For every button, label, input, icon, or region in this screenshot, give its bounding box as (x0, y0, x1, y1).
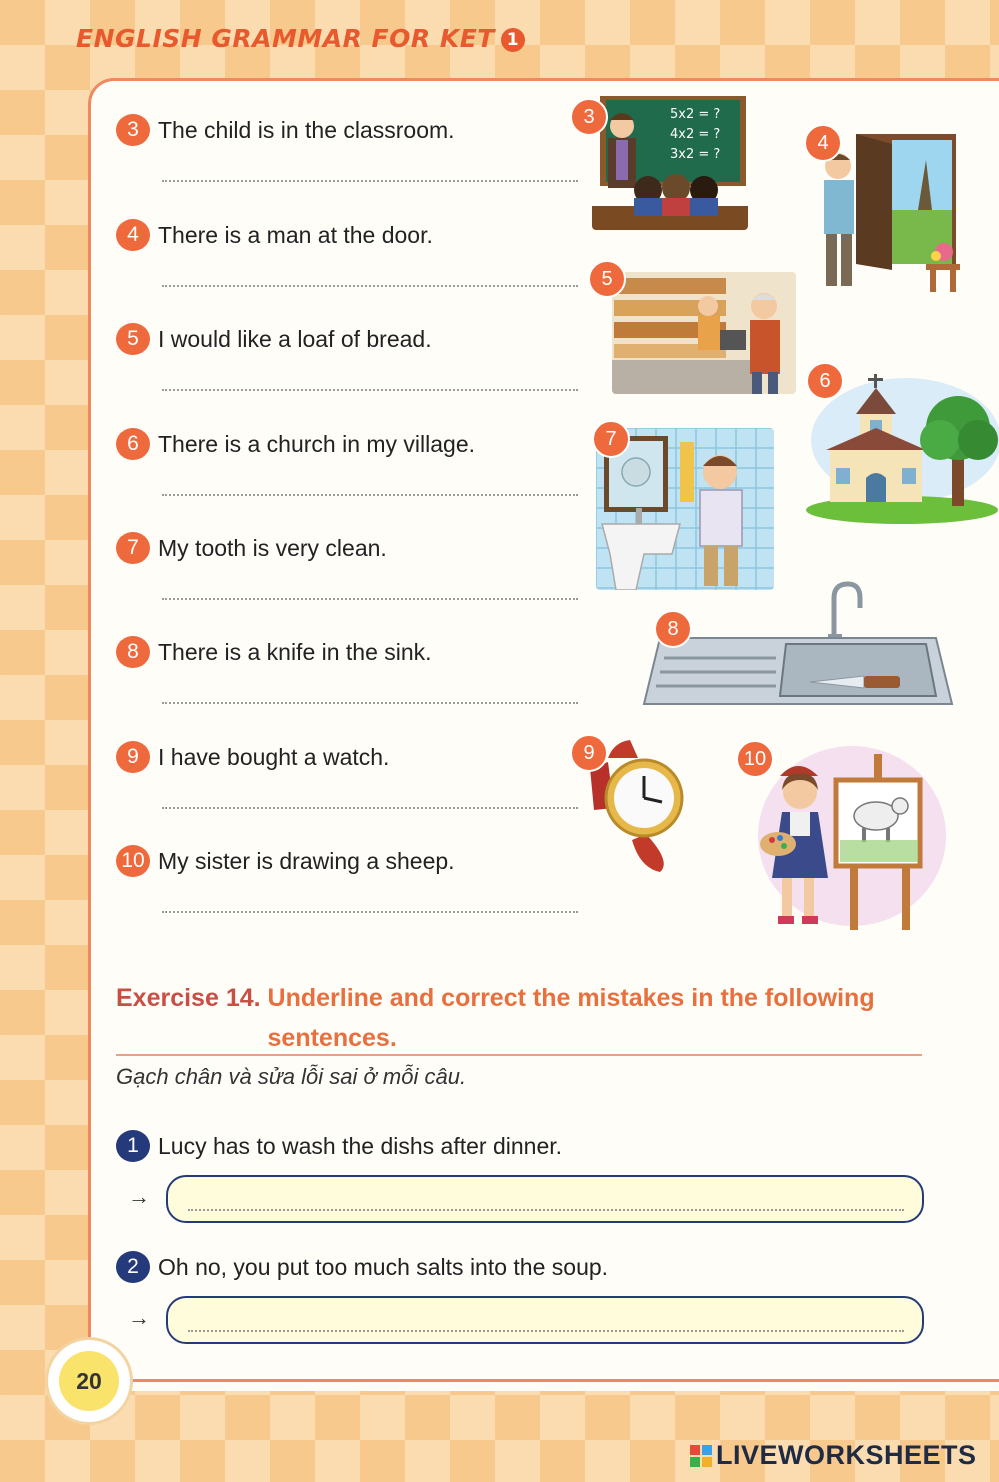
answer-line-5[interactable] (162, 389, 578, 391)
question-text: My sister is drawing a sheep. (158, 847, 455, 874)
book-title: ENGLISH GRAMMAR FOR KET 1 (76, 24, 525, 53)
illustration-badge-8: 8 (654, 610, 692, 648)
question-9 (116, 741, 389, 773)
question-number-badge: 1 (116, 1130, 150, 1162)
answer-line-6[interactable] (162, 494, 578, 496)
sink-knife-illustration (640, 580, 954, 708)
question-text: Lucy has to wash the dishs after dinner. (158, 1132, 563, 1159)
question-number-badge: 6 (116, 428, 150, 460)
answer-line-7[interactable] (162, 598, 578, 600)
question-number-badge: 5 (116, 323, 150, 355)
answer-line-3[interactable] (162, 180, 578, 182)
answer-line-8[interactable] (162, 702, 578, 704)
question-number-badge: 7 (116, 532, 150, 564)
board-line-1: 5x2 = ? (670, 107, 721, 122)
board-line-3: 3x2 = ? (670, 147, 721, 162)
illustration-badge-9: 9 (570, 734, 608, 772)
exercise-subtitle: Gạch chân và sửa lỗi sai ở mỗi câu. (116, 1064, 467, 1089)
answer-box-2[interactable] (166, 1296, 924, 1344)
answer-dotted-line (188, 1330, 904, 1332)
footer-rule (132, 1379, 999, 1382)
question-text: My tooth is very clean. (158, 534, 387, 561)
question-number-badge: 2 (116, 1251, 150, 1283)
question-number-badge: 3 (116, 114, 150, 146)
question-text: There is a knife in the sink. (158, 638, 432, 665)
brand-name: LIVEWORKSHEETS (716, 1440, 977, 1470)
question-text: There is a church in my village. (158, 430, 476, 457)
exercise-14-question-2 (116, 1251, 608, 1283)
girl-painting-sheep-illustration (752, 740, 950, 934)
question-number-badge: 8 (116, 636, 150, 668)
bakery-illustration (612, 272, 796, 394)
illustration-badge-7: 7 (592, 420, 630, 458)
question-text: There is a man at the door. (158, 221, 433, 248)
answer-line-9[interactable] (162, 807, 578, 809)
page-number-badge (48, 1340, 130, 1422)
book-volume-badge: 1 (501, 28, 525, 52)
question-text: Oh no, you put too much salts into the soup. (158, 1253, 609, 1280)
question-10 (116, 845, 455, 877)
question-8 (116, 636, 432, 668)
question-4 (116, 219, 433, 251)
logo-blocks-icon (690, 1445, 712, 1467)
page-number: 20 (59, 1351, 119, 1411)
exercise-label: Exercise 14. (116, 984, 261, 1012)
classroom-illustration (592, 94, 748, 230)
answer-line-10[interactable] (162, 911, 578, 913)
illustration-badge-6: 6 (806, 362, 844, 400)
exercise-divider (116, 1054, 922, 1056)
question-5 (116, 323, 432, 355)
question-number-badge: 10 (116, 845, 150, 877)
exercise-instruction: Underline and correct the mistakes in the following sentences. (267, 984, 875, 1052)
liveworksheets-logo (690, 1440, 977, 1471)
question-7 (116, 532, 387, 564)
answer-line-4[interactable] (162, 285, 578, 287)
question-text: The child is in the classroom. (158, 116, 455, 143)
question-3 (116, 114, 455, 146)
arrow-icon: → (128, 1305, 150, 1330)
illustration-badge-3: 3 (570, 98, 608, 136)
illustration-badge-10: 10 (736, 740, 774, 778)
question-number-badge: 9 (116, 741, 150, 773)
question-6 (116, 428, 475, 460)
question-number-badge: 4 (116, 219, 150, 251)
board-line-2: 4x2 = ? (670, 127, 721, 142)
question-text: I would like a loaf of bread. (158, 325, 432, 352)
arrow-icon: → (128, 1184, 150, 1209)
question-text: I have bought a watch. (158, 743, 390, 770)
exercise-14-question-1 (116, 1130, 562, 1162)
answer-dotted-line (188, 1209, 904, 1211)
exercise-14-title (116, 978, 936, 1058)
answer-box-1[interactable] (166, 1175, 924, 1223)
illustration-badge-4: 4 (804, 124, 842, 162)
illustration-badge-5: 5 (588, 260, 626, 298)
